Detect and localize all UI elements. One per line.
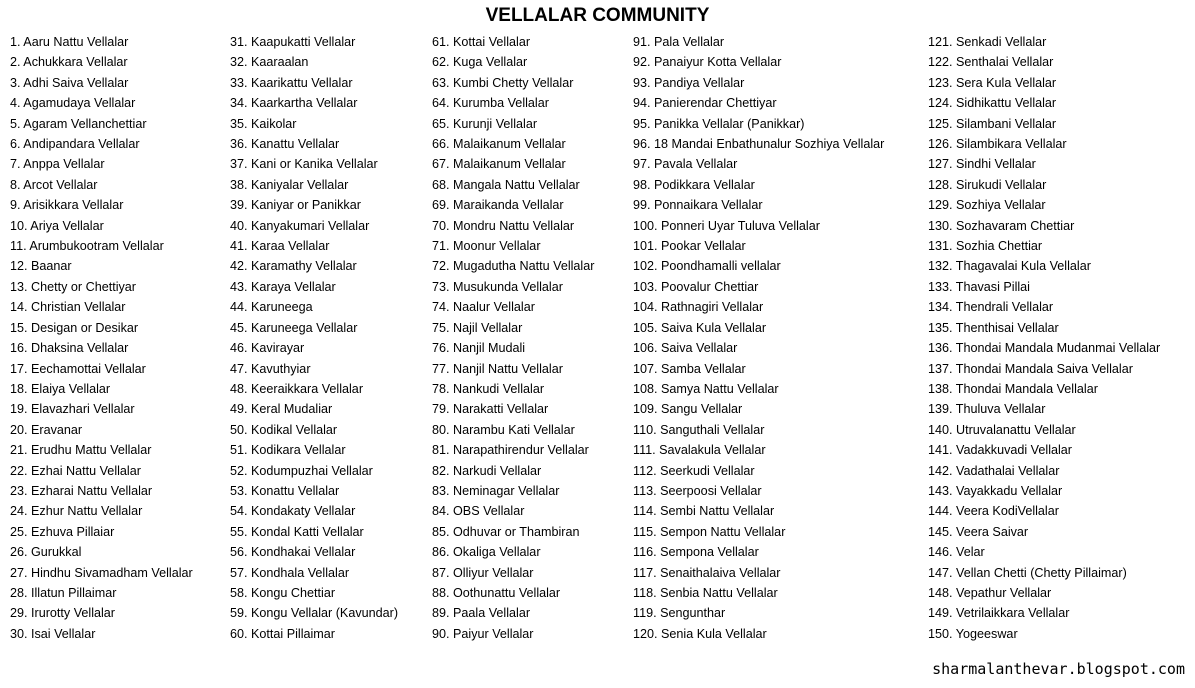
list-item: 6. Andipandara Vellalar [10,137,140,152]
list-item: 88. Oothunattu Vellalar [432,585,561,600]
list-item: 67. Malaikanum Vellalar [432,157,566,172]
list-item: 3. Adhi Saiva Vellalar [10,75,129,90]
list-item: 136. Thondai Mandala Mudanmai Vellalar [928,341,1161,356]
community-list-column-3 [432,32,594,644]
list-item: 38. Kaniyalar Vellalar [230,177,349,192]
list-item: 120. Senia Kula Vellalar [633,626,767,641]
list-item: 117. Senaithalaiva Vellalar [633,565,781,580]
list-item: 45. Karuneega Vellalar [230,320,358,335]
list-item: 147. Vellan Chetti (Chetty Pillaimar) [928,565,1127,580]
list-item: 118. Senbia Nattu Vellalar [633,585,778,600]
list-item: 26. Gurukkal [10,545,82,560]
list-item: 46. Kavirayar [230,341,305,356]
list-item: 102. Poondhamalli vellalar [633,259,781,274]
list-item: 139. Thuluva Vellalar [928,402,1046,417]
list-item: 94. Panierendar Chettiyar [633,96,777,111]
list-item: 134. Thendrali Vellalar [928,300,1054,315]
list-item: 28. Illatun Pillaimar [10,585,117,600]
list-item: 86. Okaliga Vellalar [432,545,541,560]
list-item: 30. Isai Vellalar [10,626,96,641]
list-item: 127. Sindhi Vellalar [928,157,1036,172]
list-item: 34. Kaarkartha Vellalar [230,96,358,111]
list-item: 70. Mondru Nattu Vellalar [432,218,575,233]
list-item: 51. Kodikara Vellalar [230,443,346,458]
list-item: 82. Narkudi Vellalar [432,463,542,478]
list-item: 85. Odhuvar or Thambiran [432,524,580,539]
list-item: 18. Elaiya Vellalar [10,381,111,396]
list-item: 32. Kaaraalan [230,55,309,70]
list-item: 140. Utruvalanattu Vellalar [928,422,1076,437]
list-item: 125. Silambani Vellalar [928,116,1057,131]
list-item: 31. Kaapukatti Vellalar [230,35,356,49]
list-item: 112. Seerkudi Vellalar [633,463,755,478]
list-item: 76. Nanjil Mudali [432,341,526,356]
list-item: 91. Pala Vellalar [633,35,725,49]
page-title: VELLALAR COMMUNITY [485,5,710,26]
list-item: 40. Kanyakumari Vellalar [230,218,370,233]
list-item: 16. Dhaksina Vellalar [10,341,129,356]
list-item: 106. Saiva Vellalar [633,341,738,356]
list-item: 65. Kurunji Vellalar [432,116,538,131]
list-item: 66. Malaikanum Vellalar [432,137,566,152]
list-item: 64. Kurumba Vellalar [432,96,549,111]
list-item: 109. Sangu Vellalar [633,402,743,417]
list-item: 22. Ezhai Nattu Vellalar [10,463,141,478]
community-list-column-5 [928,32,1160,644]
list-item: 90. Paiyur Vellalar [432,626,534,641]
list-item: 143. Vayakkadu Vellalar [928,483,1063,498]
list-item: 146. Velar [928,545,985,560]
list-item: 126. Silambikara Vellalar [928,137,1067,152]
list-item: 41. Karaa Vellalar [230,239,330,254]
community-list-column-2 [230,32,398,644]
list-item: 13. Chetty or Chettiyar [10,279,136,294]
list-item: 150. Yogeeswar [928,626,1018,641]
list-item: 59. Kongu Vellalar (Kavundar) [230,606,399,621]
list-item: 93. Pandiya Vellalar [633,75,745,90]
list-item: 62. Kuga Vellalar [432,55,528,70]
list-item: 129. Sozhiya Vellalar [928,198,1046,213]
list-item: 124. Sidhikattu Vellalar [928,96,1057,111]
list-item: 130. Sozhavaram Chettiar [928,218,1075,233]
list-item: 56. Kondhakai Vellalar [230,545,356,560]
community-list-column-1 [10,32,193,644]
list-item: 23. Ezharai Nattu Vellalar [10,483,153,498]
list-item: 149. Vetrilaikkara Vellalar [928,606,1070,621]
list-item: 103. Poovalur Chettiar [633,279,759,294]
list-item: 25. Ezhuva Pillaiar [10,524,115,539]
list-item: 75. Najil Vellalar [432,320,523,335]
list-item: 116. Sempona Vellalar [633,545,759,560]
list-item: 145. Veera Saivar [928,524,1029,539]
list-item: 35. Kaikolar [230,116,297,131]
list-item: 8. Arcot Vellalar [10,177,98,192]
list-item: 133. Thavasi Pillai [928,279,1030,294]
list-item: 135. Thenthisai Vellalar [928,320,1059,335]
list-item: 122. Senthalai Vellalar [928,55,1054,70]
list-item: 61. Kottai Vellalar [432,35,531,49]
list-item: 79. Narakatti Vellalar [432,402,549,417]
list-item: 63. Kumbi Chetty Vellalar [432,75,574,90]
list-item: 17. Eechamottai Vellalar [10,361,146,376]
list-item: 99. Ponnaikara Vellalar [633,198,763,213]
list-item: 2. Achukkara Vellalar [10,55,128,70]
list-item: 128. Sirukudi Vellalar [928,177,1047,192]
list-item: 73. Musukunda Vellalar [432,279,563,294]
list-item: 107. Samba Vellalar [633,361,746,376]
list-item: 78. Nankudi Vellalar [432,381,545,396]
list-item: 113. Seerpoosi Vellalar [633,483,762,498]
list-item: 21. Erudhu Mattu Vellalar [10,443,152,458]
list-item: 54. Kondakaty Vellalar [230,504,356,519]
list-item: 42. Karamathy Vellalar [230,259,357,274]
list-item: 97. Pavala Vellalar [633,157,738,172]
list-item: 15. Desigan or Desikar [10,320,139,335]
list-item: 60. Kottai Pillaimar [230,626,335,641]
list-item: 19. Elavazhari Vellalar [10,402,135,417]
list-item: 81. Narapathirendur Vellalar [432,443,589,458]
community-list-column-4 [633,32,884,644]
list-item: 148. Vepathur Vellalar [928,585,1052,600]
list-item: 121. Senkadi Vellalar [928,35,1047,49]
list-item: 74. Naalur Vellalar [432,300,535,315]
list-item: 89. Paala Vellalar [432,606,531,621]
list-item: 52. Kodumpuzhai Vellalar [230,463,373,478]
list-item: 69. Maraikanda Vellalar [432,198,564,213]
list-item: 14. Christian Vellalar [10,300,126,315]
list-item: 9. Arisikkara Vellalar [10,198,124,213]
list-item: 114. Sembi Nattu Vellalar [633,504,775,519]
list-item: 83. Neminagar Vellalar [432,483,560,498]
list-item: 138. Thondai Mandala Vellalar [928,381,1098,396]
list-item: 141. Vadakkuvadi Vellalar [928,443,1072,458]
list-item: 4. Agamudaya Vellalar [10,96,136,111]
list-item: 12. Baanar [10,259,72,274]
list-item: 123. Sera Kula Vellalar [928,75,1057,90]
list-item: 5. Agaram Vellanchettiar [10,116,147,131]
list-item: 142. Vadathalai Vellalar [928,463,1060,478]
list-item: 95. Panikka Vellalar (Panikkar) [633,116,805,131]
list-item: 37. Kani or Kanika Vellalar [230,157,378,172]
list-item: 39. Kaniyar or Panikkar [230,198,361,213]
list-item: 27. Hindhu Sivamadham Vellalar [10,565,193,580]
list-item: 132. Thagavalai Kula Vellalar [928,259,1091,274]
list-item: 101. Pookar Vellalar [633,239,746,254]
list-item: 48. Keeraikkara Vellalar [230,381,364,396]
list-item: 20. Eravanar [10,422,83,437]
list-item: 68. Mangala Nattu Vellalar [432,177,580,192]
list-item: 100. Ponneri Uyar Tuluva Vellalar [633,218,820,233]
list-item: 131. Sozhia Chettiar [928,239,1043,254]
list-item: 98. Podikkara Vellalar [633,177,755,192]
list-item: 104. Rathnagiri Vellalar [633,300,764,315]
list-item: 72. Mugadutha Nattu Vellalar [432,259,595,274]
list-item: 24. Ezhur Nattu Vellalar [10,504,143,519]
list-item: 92. Panaiyur Kotta Vellalar [633,55,782,70]
blog-url-watermark: sharmalanthevar.blogspot.com [932,660,1185,678]
list-item: 96. 18 Mandai Enbathunalur Sozhiya Vellalar [633,137,885,152]
list-item: 47. Kavuthyiar [230,361,311,376]
list-item: 10. Ariya Vellalar [10,218,104,233]
list-item: 49. Keral Mudaliar [230,402,333,417]
list-item: 105. Saiva Kula Vellalar [633,320,767,335]
list-item: 50. Kodikal Vellalar [230,422,338,437]
list-item: 84. OBS Vellalar [432,504,525,519]
list-item: 115. Sempon Nattu Vellalar [633,524,786,539]
list-item: 11. Arumbukootram Vellalar [10,239,164,254]
list-item: 44. Karuneega [230,300,313,315]
list-item: 87. Olliyur Vellalar [432,565,534,580]
list-item: 108. Samya Nattu Vellalar [633,381,779,396]
list-item: 1. Aaru Nattu Vellalar [10,35,129,49]
list-item: 29. Irurotty Vellalar [10,606,115,621]
list-item: 144. Veera KodiVellalar [928,504,1059,519]
list-item: 7. Anppa Vellalar [10,157,105,172]
list-item: 33. Kaarikattu Vellalar [230,75,353,90]
list-item: 53. Konattu Vellalar [230,483,340,498]
list-item: 58. Kongu Chettiar [230,585,336,600]
list-item: 119. Sengunthar [633,606,726,621]
list-item: 80. Narambu Kati Vellalar [432,422,575,437]
list-item: 137. Thondai Mandala Saiva Vellalar [928,361,1133,376]
list-item: 57. Kondhala Vellalar [230,565,350,580]
list-item: 36. Kanattu Vellalar [230,137,340,152]
list-item: 77. Nanjil Nattu Vellalar [432,361,563,376]
list-item: 55. Kondal Katti Vellalar [230,524,364,539]
list-item: 110. Sanguthali Vellalar [633,422,765,437]
list-item: 71. Moonur Vellalar [432,239,541,254]
list-item: 111. Savalakula Vellalar [633,443,766,458]
list-item: 43. Karaya Vellalar [230,279,336,294]
